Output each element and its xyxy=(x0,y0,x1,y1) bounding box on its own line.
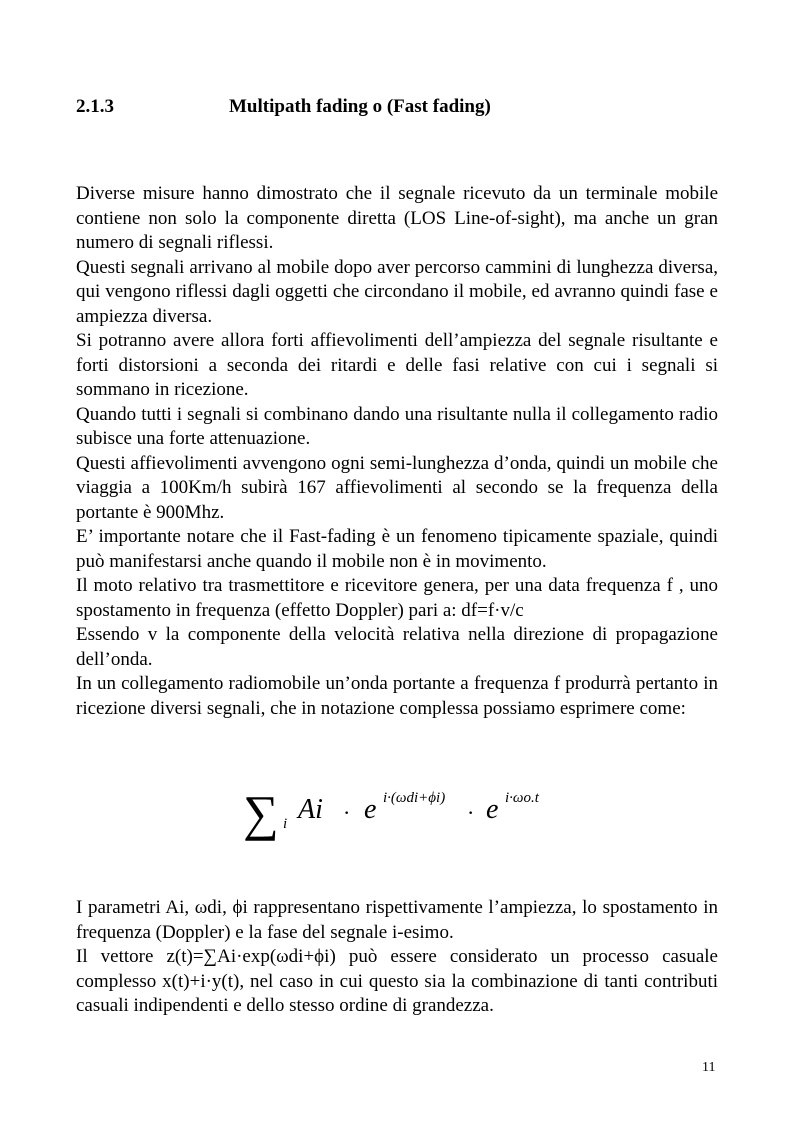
paragraph: Quando tutti i segnali si combinano dando una risultante nulla il collegamento radio subisce una forte attenuazione. xyxy=(76,403,718,449)
paragraph: Questi affievolimenti avvengono ogni semi-lunghezza d’onda, quindi un mobile che viaggia a 100Km/h subirà 167 affievolimenti al secondo se la frequenza della portante è 900Mhz. xyxy=(76,452,718,523)
sum-symbol: ∑ xyxy=(243,785,279,841)
paragraph: Essendo v la componente della velocità relativa nella direzione di propagazione dell’onda. xyxy=(76,624,718,670)
paragraph: I parametri Ai, ωdi, ϕi rappresentano rispettivamente l’ampiezza, lo spostamento in frequenza (Doppler) e la fase del segnale i-esimo. xyxy=(76,897,718,943)
body-text xyxy=(76,182,718,721)
equation xyxy=(243,786,563,842)
exponent-doppler-phase: i·(ωdi+ϕi) xyxy=(383,790,446,806)
section-title: Multipath fading o (Fast fading) xyxy=(229,96,491,117)
sum-index: i xyxy=(283,816,288,832)
body-text-after-equation xyxy=(76,896,718,1019)
exponential-base: e xyxy=(364,794,377,825)
paragraph: Il vettore z(t)=∑Ai·exp(ωdi+ϕi) può essere considerato un processo casuale complesso x(t)+i·y(t), nel caso in cui questo sia la combinazione di tanti contributi casuali indipendenti e dello stesso ordine di grandezza. xyxy=(76,946,718,1016)
paragraph: E’ importante notare che il Fast-fading è un fenomeno tipicamente spaziale, quindi può manifestarsi anche quando il mobile non è in movimento. xyxy=(76,526,718,572)
section-number: 2.1.3 xyxy=(76,96,114,117)
paragraph: Il moto relativo tra trasmettitore e ricevitore genera, per una data frequenza f , uno spostamento in frequenza (effetto Doppler) pari a: df=f·v/c xyxy=(76,575,718,621)
amplitude-term: Ai xyxy=(298,794,323,825)
exponent-carrier: i·ωo.t xyxy=(505,790,539,806)
multiply-dot: · xyxy=(467,800,475,825)
exponential-base: e xyxy=(486,794,499,825)
paragraph: Si potranno avere allora forti affievolimenti dell’ampiezza del segnale risultante e forti distorsioni a seconda dei ritardi e delle fasi relative con cui i segnali si sommano in ricezione. xyxy=(76,330,718,400)
paragraph: Diverse misure hanno dimostrato che il segnale ricevuto da un terminale mobile contiene non solo la componente diretta (LOS Line-of-sight), ma anche un gran numero di segnali riflessi. xyxy=(76,183,718,253)
page-number: 11 xyxy=(702,1060,716,1075)
paragraph: Questi segnali arrivano al mobile dopo aver percorso cammini di lunghezza diversa, qui vengono riflessi dagli oggetti che circondano il mobile, ed avranno quindi fase e ampiezza diversa. xyxy=(76,256,718,327)
paragraph: In un collegamento radiomobile un’onda portante a frequenza f produrrà pertanto in ricezione diversi segnali, che in notazione complessa possiamo esprimere come: xyxy=(76,673,718,719)
multiply-dot: · xyxy=(343,800,351,825)
